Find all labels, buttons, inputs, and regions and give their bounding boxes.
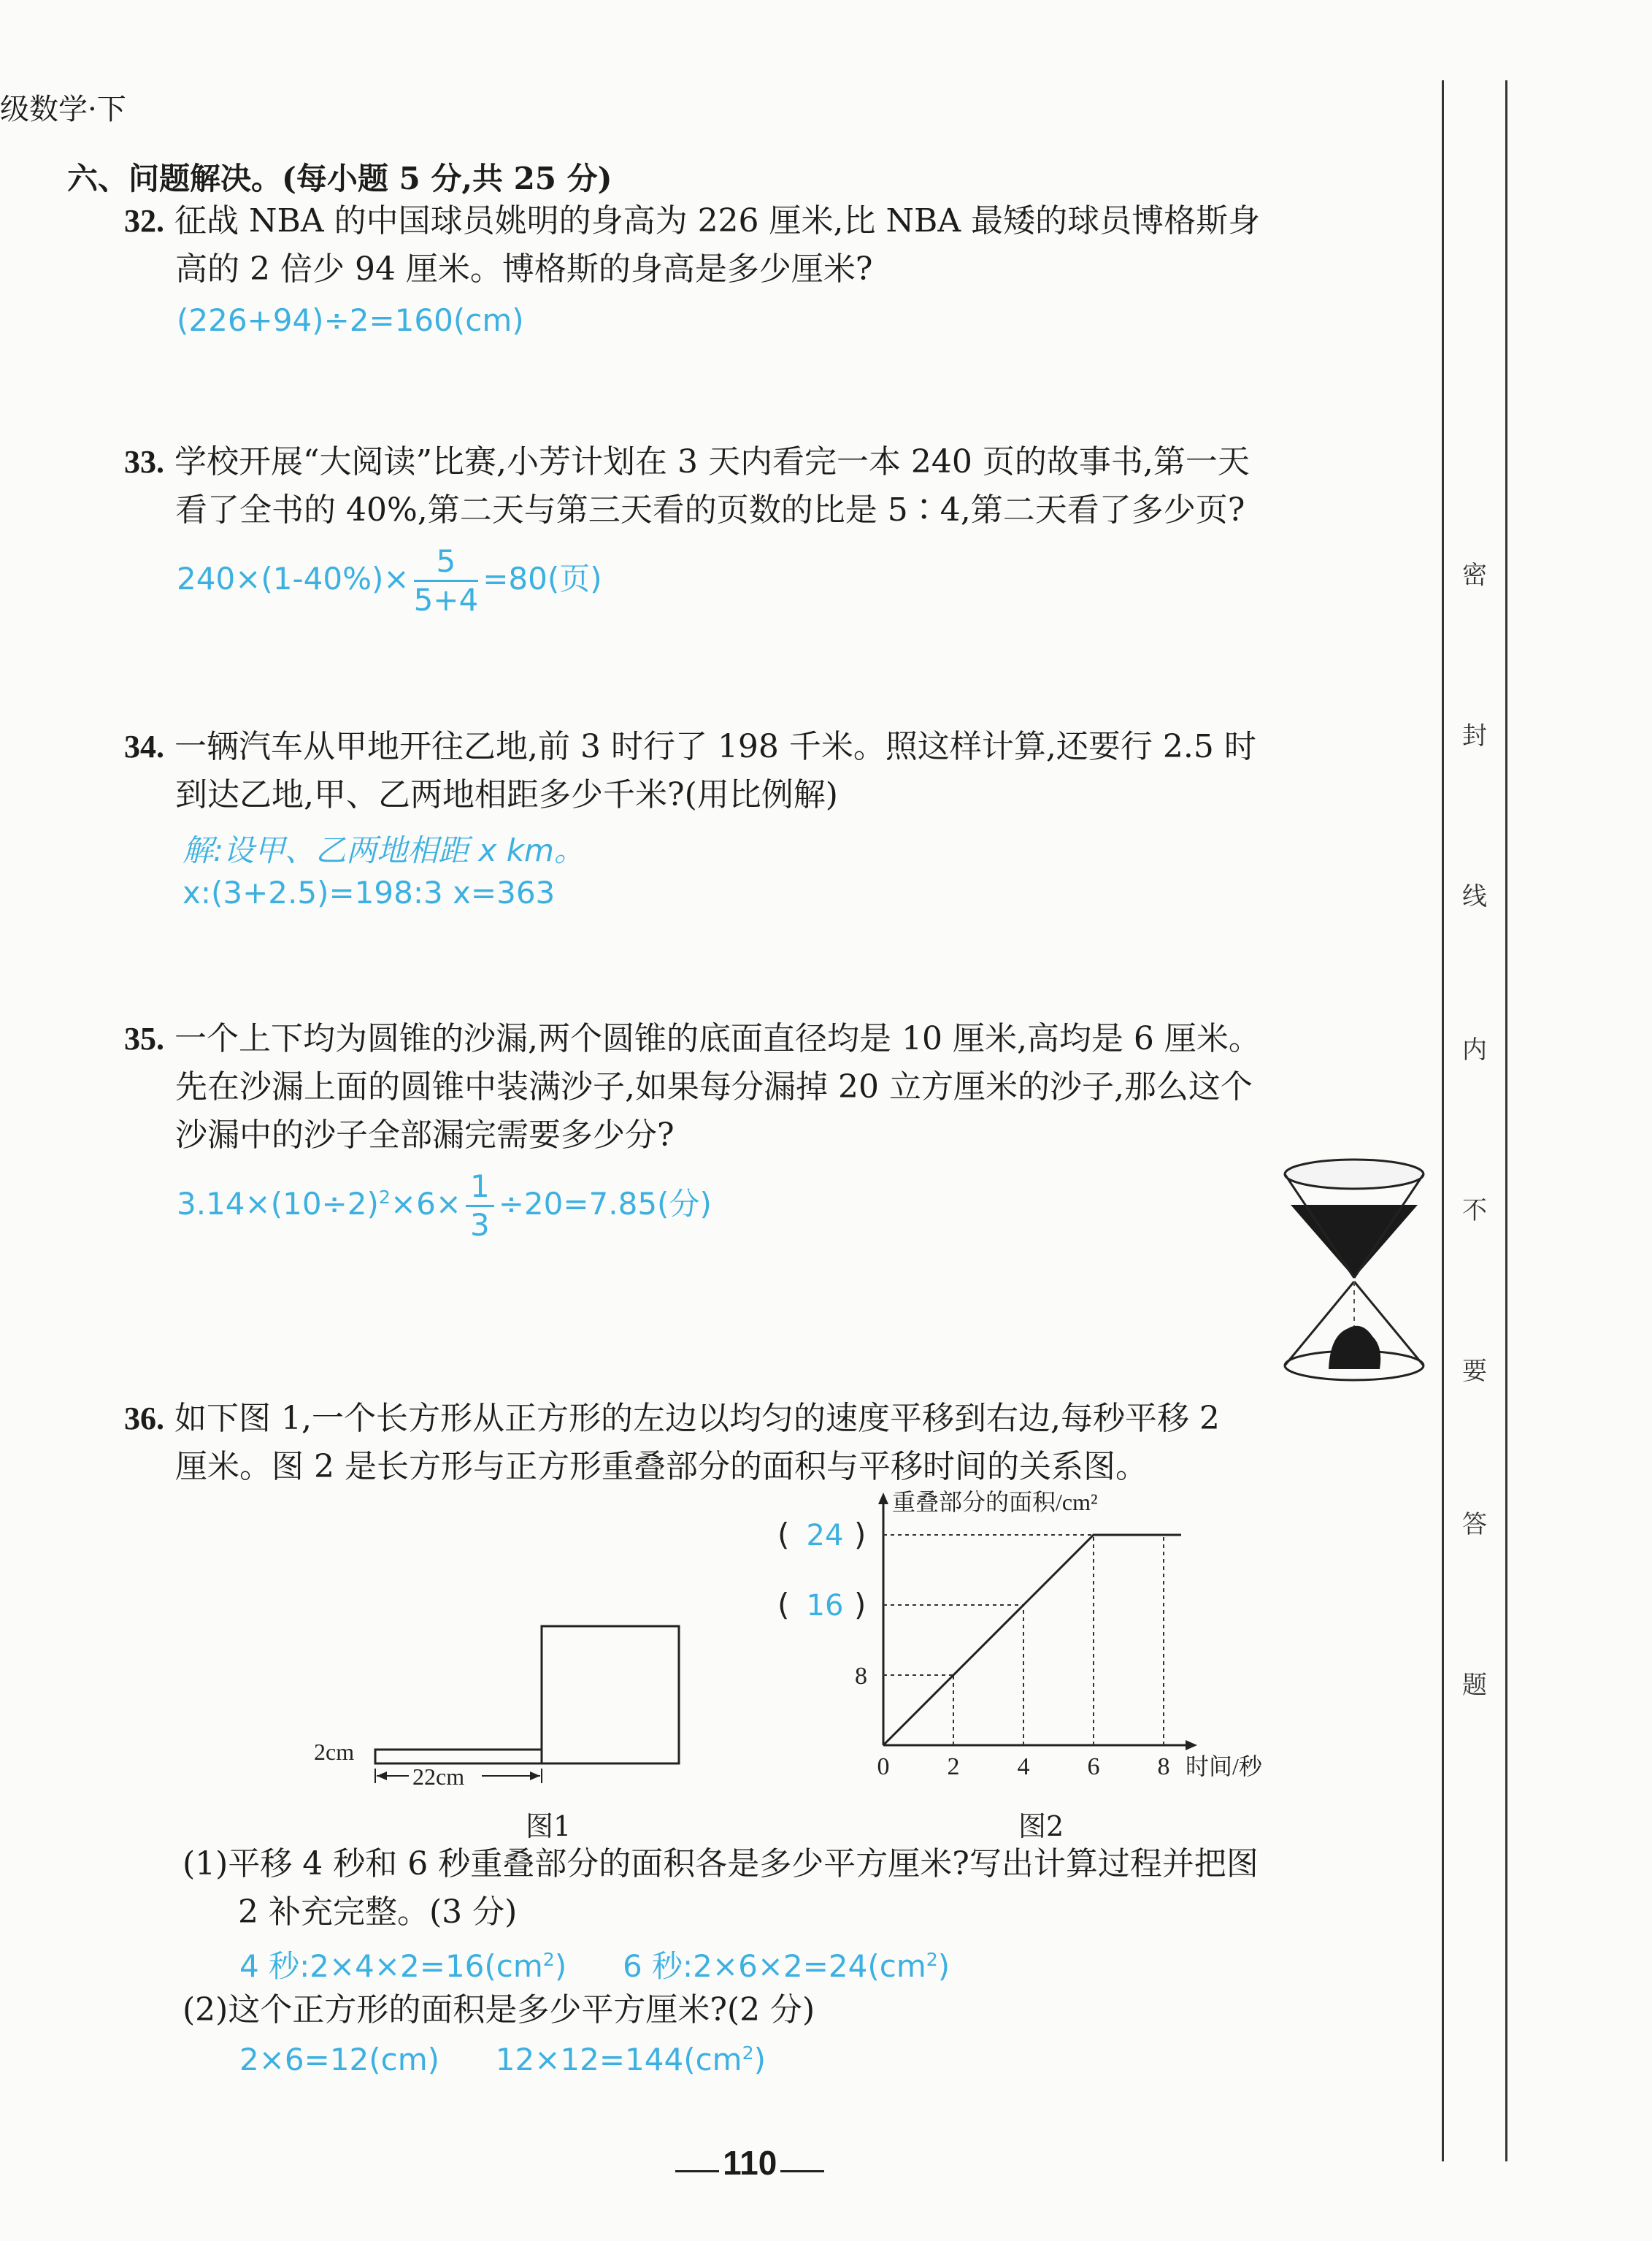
answer-32: (226+94)÷2=160(cm) xyxy=(177,302,524,338)
question-number: 33. xyxy=(124,444,164,480)
side-char: 密 xyxy=(1462,561,1487,590)
square-shape xyxy=(542,1626,679,1763)
y-filled-label: 16 xyxy=(806,1589,844,1623)
side-char: 题 xyxy=(1462,1671,1487,1700)
question-text: 一个上下均为圆锥的沙漏,两个圆锥的底面直径均是 10 厘米,高均是 6 厘米。 xyxy=(174,1020,1261,1057)
x-axis-label: 时间/秒 xyxy=(1186,1753,1262,1780)
length-label: 22cm xyxy=(412,1763,465,1789)
answer-part: ) xyxy=(937,1948,950,1984)
question-text: 如下图 1,一个长方形从正方形的左边以均匀的速度平移到右边,每秒平移 2 xyxy=(174,1400,1220,1437)
question-number: 34. xyxy=(124,729,164,765)
fraction-numerator: 1 xyxy=(466,1168,494,1207)
sub-question-2: (2)这个正方形的面积是多少平方厘米?(2 分) xyxy=(183,1991,815,2029)
answer-34-line1: 解:设甲、乙两地相距 x km。 xyxy=(183,832,585,868)
question-text: 到达乙地,甲、乙两地相距多少千米?(用比例解) xyxy=(175,776,838,813)
question-text: 学校开展“大阅读”比赛,小芳计划在 3 天内看完一本 240 页的故事书,第一天 xyxy=(174,443,1250,480)
sub-question-1-cont: 2 补充完整。(3 分) xyxy=(238,1893,518,1931)
binding-line-left xyxy=(1442,80,1444,2161)
y-label-paren-close: ) xyxy=(854,1517,867,1552)
answer-34-line2: x:(3+2.5)=198:3 x=363 xyxy=(183,875,556,911)
answer-part: 12×12=144(cm xyxy=(495,2042,742,2077)
answer-part: ÷20=7.85(分) xyxy=(498,1186,712,1222)
x-tick-label: 2 xyxy=(947,1753,960,1780)
y-label-paren-close: ) xyxy=(854,1587,867,1623)
y-filled-label: 24 xyxy=(806,1519,844,1552)
question-34 xyxy=(124,723,1256,771)
answer-part: 240×(1-40%)× xyxy=(177,561,410,597)
page-number: 110 xyxy=(723,2144,777,2182)
fraction xyxy=(414,543,479,618)
fraction xyxy=(466,1168,494,1244)
answer-part: ×6× xyxy=(390,1186,461,1222)
answer-part: =80(页) xyxy=(483,561,602,597)
side-char: 内 xyxy=(1462,1035,1487,1065)
hourglass-illustration xyxy=(1278,1154,1431,1387)
section-title: 六、问题解决。(每小题 5 分,共 25 分) xyxy=(67,161,612,196)
question-35 xyxy=(124,1015,1261,1063)
y-tick-label: 8 xyxy=(855,1663,867,1690)
x-tick-label: 0 xyxy=(877,1753,890,1780)
side-char: 线 xyxy=(1462,882,1487,911)
question-text: 征战 NBA 的中国球员姚明的身高为 226 厘米,比 NBA 最矮的球员博格斯身 xyxy=(174,202,1261,240)
question-text: 一辆汽车从甲地开往乙地,前 3 时行了 198 千米。照这样计算,还要行 2.5 时 xyxy=(174,728,1256,765)
sub-question-1: (1)平移 4 秒和 6 秒重叠部分的面积各是多少平方厘米?写出计算过程并把图 xyxy=(183,1845,1259,1882)
answer-part: ) xyxy=(554,1948,567,1984)
fraction-denominator: 5+4 xyxy=(413,582,479,618)
side-char: 不 xyxy=(1462,1196,1487,1225)
answer-part: 2×6=12(cm) xyxy=(239,2042,440,2077)
y-label-paren-open: ( xyxy=(777,1587,790,1623)
x-tick-label: 4 xyxy=(1017,1753,1030,1780)
running-header: 级数学·下 xyxy=(0,93,126,126)
figure-1 xyxy=(307,1614,701,1789)
rectangle-shape xyxy=(375,1750,542,1763)
question-text: 高的 2 倍少 94 厘米。博格斯的身高是多少厘米? xyxy=(175,250,873,288)
side-char: 答 xyxy=(1462,1510,1487,1539)
y-axis-arrow xyxy=(878,1493,888,1504)
question-number: 36. xyxy=(124,1401,164,1436)
question-number: 35. xyxy=(124,1021,164,1057)
figure-2-caption: 图2 xyxy=(1018,1810,1064,1842)
page-footer xyxy=(675,2143,824,2183)
figure-2-chart xyxy=(759,1490,1314,1796)
fraction-numerator: 5 xyxy=(414,543,479,582)
question-text: 先在沙漏上面的圆锥中装满沙子,如果每分漏掉 20 立方厘米的沙子,那么这个 xyxy=(175,1068,1253,1106)
answer-35 xyxy=(177,1168,712,1244)
side-char: 要 xyxy=(1462,1357,1487,1386)
answer-part: 6 秒:2×6×2=24(cm xyxy=(622,1948,926,1984)
exponent: 2 xyxy=(926,1949,938,1970)
answer-part: 3.14×(10÷2) xyxy=(177,1186,379,1222)
question-32 xyxy=(124,197,1260,245)
question-text: 沙漏中的沙子全部漏完需要多少分? xyxy=(175,1116,675,1154)
question-36 xyxy=(124,1395,1220,1443)
exponent: 2 xyxy=(742,2042,754,2064)
answer-36-2 xyxy=(239,2042,766,2077)
fraction-denominator: 3 xyxy=(469,1207,490,1243)
binding-line-right xyxy=(1505,80,1507,2161)
answer-part: ) xyxy=(753,2042,767,2077)
height-label: 2cm xyxy=(314,1739,355,1765)
figure-1-caption: 图1 xyxy=(526,1810,572,1842)
answer-36-1 xyxy=(239,1942,950,1986)
exponent: 2 xyxy=(542,1949,555,1970)
exponent: 2 xyxy=(378,1187,391,1208)
x-axis-arrow xyxy=(1186,1740,1197,1750)
answer-33 xyxy=(177,543,602,618)
x-tick-label: 6 xyxy=(1087,1753,1100,1780)
answer-part: 4 秒:2×4×2=16(cm xyxy=(239,1948,543,1984)
y-label-paren-open: ( xyxy=(777,1517,790,1552)
question-33 xyxy=(124,438,1250,486)
question-text: 厘米。图 2 是长方形与正方形重叠部分的面积与平移时间的关系图。 xyxy=(175,1448,1148,1485)
question-text: 看了全书的 40%,第二天与第三天看的页数的比是 5∶4,第二天看了多少页? xyxy=(175,491,1245,529)
y-axis-label: 重叠部分的面积/cm² xyxy=(892,1490,1098,1515)
side-char: 封 xyxy=(1462,721,1487,751)
question-number: 32. xyxy=(124,203,164,239)
x-tick-label: 8 xyxy=(1157,1753,1170,1780)
